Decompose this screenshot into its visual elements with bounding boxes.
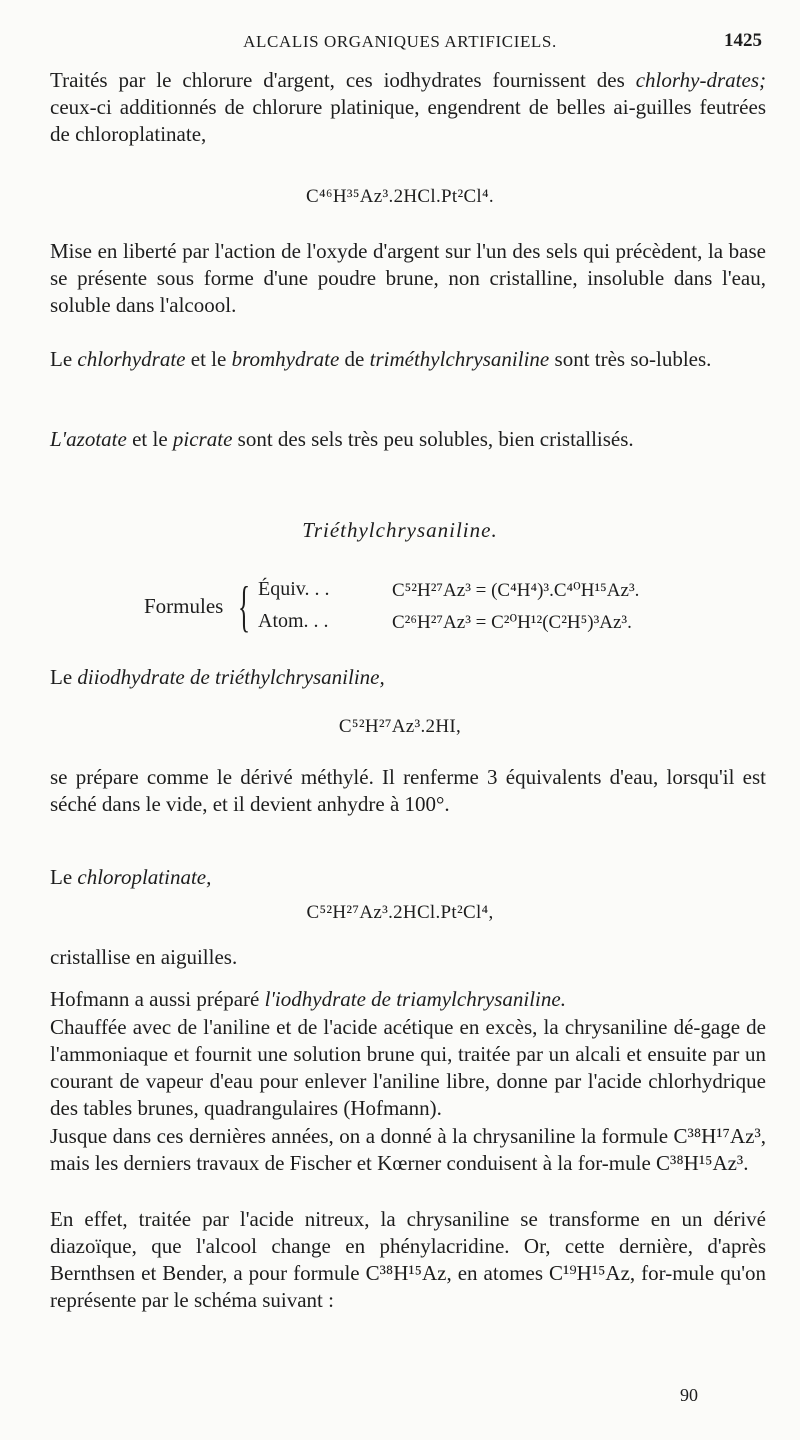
text: Le bbox=[50, 665, 78, 689]
atom-formula: C²⁶H²⁷Az³ = C²⁰H¹²(C²H⁵)³Az³. bbox=[392, 612, 632, 633]
text: Le bbox=[50, 865, 78, 889]
italic-term: diiodhydrate de triéthylchrysaniline, bbox=[77, 665, 385, 689]
brace-symbol: { bbox=[238, 576, 251, 638]
italic-term: l'iodhydrate de triamylchrysaniline. bbox=[264, 987, 566, 1011]
italic-term: bromhydrate bbox=[231, 347, 340, 371]
section-heading: Triéthylchrysaniline. bbox=[302, 518, 498, 542]
formules-label: Formules bbox=[144, 594, 224, 618]
text: Traités par le chlorure d'argent, ces iodhydrates fournissent des bbox=[50, 68, 636, 92]
paragraph-4 bbox=[50, 426, 766, 453]
running-header: ALCALIS ORGANIQUES ARTIFICIELS. bbox=[243, 32, 557, 51]
paragraph-11: Jusque dans ces dernières années, on a donné à la chrysaniline la formule C³⁸H¹⁷Az³, mais les derniers travaux de Fischer et Kœrner conduisent à la for-mule C³⁸H¹⁵Az³. bbox=[50, 1124, 766, 1175]
text: sont très so-lubles. bbox=[549, 347, 712, 371]
paragraph-5 bbox=[50, 664, 766, 691]
atom-label: Atom. . . bbox=[258, 610, 329, 632]
formula-chloroplatinate-2: C⁵²H²⁷Az³.2HCl.Pt²Cl⁴, bbox=[306, 902, 494, 923]
formula-chloroplatinate: C⁴⁶H³⁵Az³.2HCl.Pt²Cl⁴. bbox=[306, 186, 494, 207]
paragraph-3 bbox=[50, 346, 766, 373]
text: de bbox=[339, 347, 370, 371]
paragraph-7 bbox=[50, 864, 766, 891]
italic-term: chloroplatinate, bbox=[77, 865, 212, 889]
italic-term: L'azotate bbox=[50, 427, 127, 451]
paragraph-1 bbox=[50, 67, 766, 148]
italic-term: chlorhy-drates; bbox=[635, 68, 766, 92]
paragraph-10: Chauffée avec de l'aniline et de l'acide acétique en excès, la chrysaniline dé-gage de l'ammoniaque et fournit une solution brune qui, traitée par un alcali et ensuite par un courant de vapeur d'eau pour enlever l'aniline libre, donne par l'acide chlorhydrique des tables brunes, quadrangulaires (Hofmann). bbox=[50, 1015, 766, 1120]
text: Hofmann a aussi préparé bbox=[50, 987, 265, 1011]
text: Le bbox=[50, 347, 78, 371]
text: et le bbox=[126, 427, 173, 451]
paragraph-12: En effet, traitée par l'acide nitreux, la chrysaniline se transforme en un dérivé diazoïque, que l'alcool change en phénylacridine. Or, cette dernière, d'après Bernthsen et Bender, a pour formule C³⁸H¹⁵Az, en atomes C¹⁹H¹⁵Az, for-mule qu'on représente par le schéma suivant : bbox=[50, 1207, 766, 1312]
paragraph-8: cristallise en aiguilles. bbox=[50, 945, 238, 969]
page-number: 1425 bbox=[724, 30, 762, 51]
paragraph-6: se prépare comme le dérivé méthylé. Il renferme 3 équivalents d'eau, lorsqu'il est séché dans le vide, et il devient anhydre à 100°. bbox=[50, 765, 766, 816]
text: et le bbox=[185, 347, 232, 371]
equiv-label: Équiv. . . bbox=[258, 578, 330, 600]
paragraph-9 bbox=[50, 986, 766, 1013]
paragraph-2: Mise en liberté par l'action de l'oxyde d'argent sur l'un des sels qui précèdent, la base se présente sous forme d'une poudre brune, non cristalline, insoluble dans l'eau, soluble dans l'alcoool. bbox=[50, 239, 766, 317]
italic-term: triméthylchrysaniline bbox=[369, 347, 550, 371]
equiv-formula: C⁵²H²⁷Az³ = (C⁴H⁴)³.C⁴⁰H¹⁵Az³. bbox=[392, 580, 640, 601]
text: ceux-ci additionnés de chlorure platinique, engendrent de belles ai-guilles feutrées de chloroplatinate, bbox=[50, 95, 766, 146]
text: sont des sels très peu solubles, bien cristallisés. bbox=[232, 427, 634, 451]
folio-number: 90 bbox=[680, 1385, 698, 1405]
italic-term: chlorhydrate bbox=[77, 347, 186, 371]
italic-term: picrate bbox=[172, 427, 233, 451]
formula-diiodhydrate: C⁵²H²⁷Az³.2HI, bbox=[338, 716, 462, 737]
